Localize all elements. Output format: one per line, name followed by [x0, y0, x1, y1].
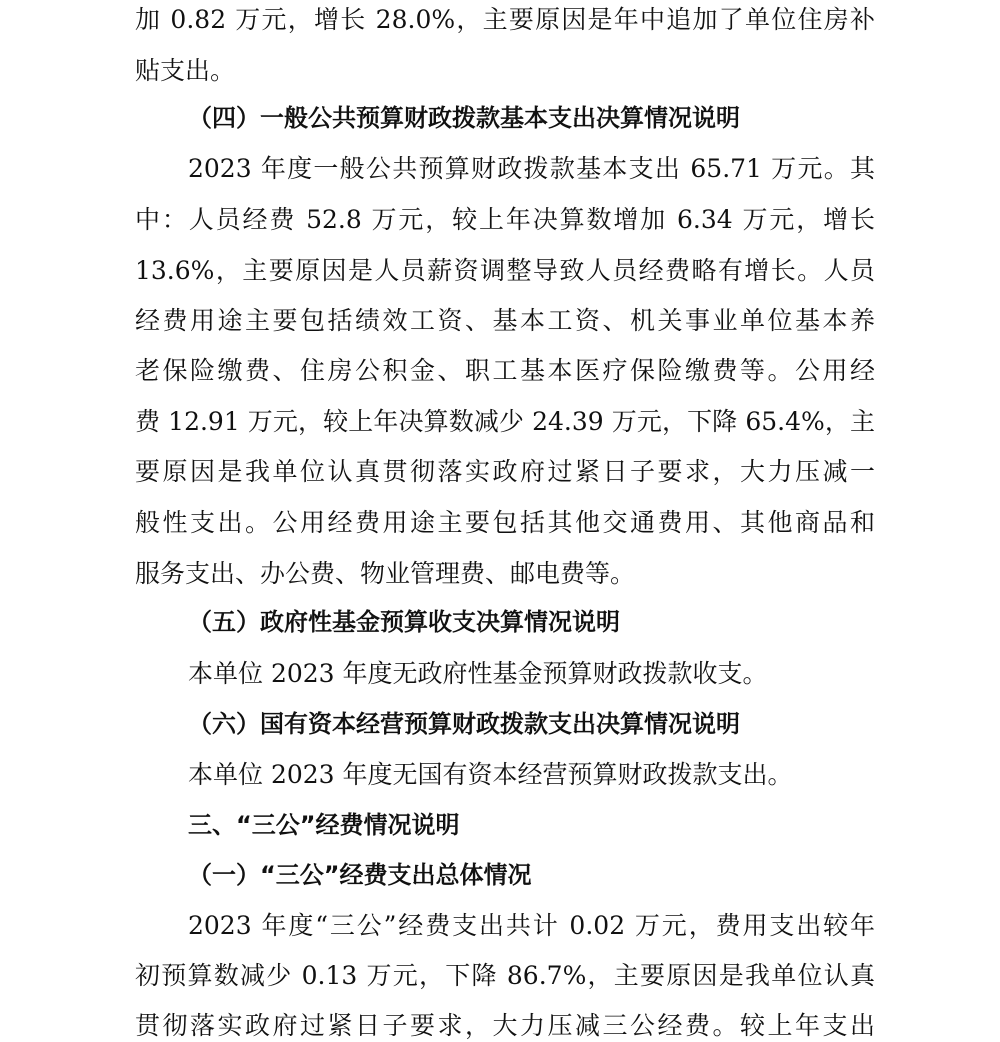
- section-heading: （五）政府性基金预算收支决算情况说明: [188, 608, 620, 636]
- body-line: 贴支出。: [135, 56, 236, 85]
- body-line: 加 0.82 万元，增长 28.0%，主要原因是年中追加了单位住房补: [135, 5, 875, 34]
- body-line: 13.6%，主要原因是人员薪资调整导致人员经费略有增长。人员: [135, 256, 875, 285]
- body-line: 费 12.91 万元，较上年决算数减少 24.39 万元，下降 65.4%，主: [135, 407, 875, 436]
- body-line: 2023 年度“三公”经费支出共计 0.02 万元，费用支出较年: [188, 911, 875, 940]
- body-line: 2023 年度一般公共预算财政拨款基本支出 65.71 万元。其: [188, 154, 875, 183]
- body-line: 贯彻落实政府过紧日子要求，大力压减三公经费。较上年支出: [135, 1011, 875, 1040]
- body-line: 初预算数减少 0.13 万元，下降 86.7%，主要原因是我单位认真: [135, 961, 875, 990]
- body-line: 经费用途主要包括绩效工资、基本工资、机关事业单位基本养: [135, 306, 875, 335]
- body-line: 要原因是我单位认真贯彻落实政府过紧日子要求，大力压减一: [135, 457, 875, 486]
- chapter-heading: 三、“三公”经费情况说明: [188, 811, 460, 839]
- body-line: 本单位 2023 年度无国有资本经营预算财政拨款支出。: [188, 760, 793, 789]
- body-line: 中：人员经费 52.8 万元，较上年决算数增加 6.34 万元，增长: [135, 205, 875, 234]
- body-line: 般性支出。公用经费用途主要包括其他交通费用、其他商品和: [135, 508, 875, 537]
- body-line: 本单位 2023 年度无政府性基金预算财政拨款收支。: [188, 659, 768, 688]
- section-heading: （六）国有资本经营预算财政拨款支出决算情况说明: [188, 710, 740, 738]
- body-line: 老保险缴费、住房公积金、职工基本医疗保险缴费等。公用经: [135, 356, 875, 385]
- body-line: 服务支出、办公费、物业管理费、邮电费等。: [135, 559, 636, 588]
- section-heading: （一）“三公”经费支出总体情况: [188, 861, 532, 889]
- section-heading: （四）一般公共预算财政拨款基本支出决算情况说明: [188, 104, 740, 132]
